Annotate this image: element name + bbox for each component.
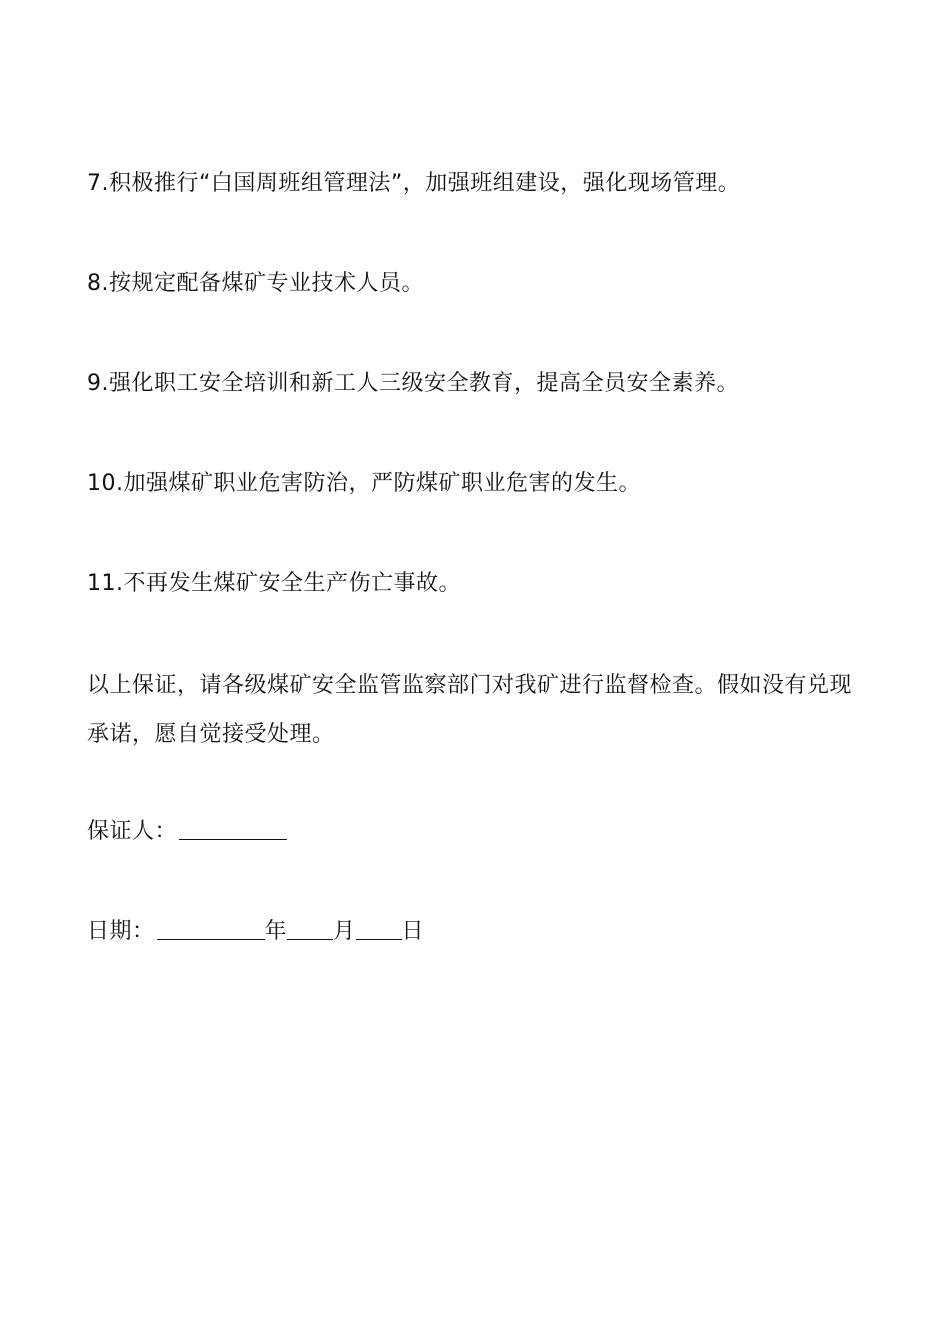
year-label: 年 — [264, 919, 288, 944]
date-line — [87, 910, 867, 954]
signature-label: 保证人： — [87, 819, 178, 844]
list-item-11: 11.不再发生煤矿安全生产伤亡事故。 — [87, 571, 461, 596]
day-label: 日 — [401, 919, 425, 944]
month-label: 月 — [333, 919, 356, 944]
list-item-9: 9.强化职工安全培训和新工人三级安全教育，提高全员安全素养。 — [87, 371, 739, 396]
list-item-8: 8.按规定配备煤矿专业技术人员。 — [87, 271, 424, 296]
year-blank — [157, 917, 265, 940]
month-blank — [287, 917, 333, 940]
closing-paragraph: 以上保证，请各级煤矿安全监管监察部门对我矿进行监督检查。假如没有兑现承诺，愿自觉接受处理。 — [87, 673, 853, 747]
list-item-10: 10.加强煤矿职业危害防治，严防煤矿职业危害的发生。 — [87, 471, 641, 496]
signature-blank — [179, 817, 287, 840]
date-label: 日期： — [87, 919, 155, 944]
list-item-7: 7.积极推行“白国周班组管理法”，加强班组建设，强化现场管理。 — [87, 171, 741, 196]
signature-line — [87, 810, 867, 854]
day-blank — [356, 917, 402, 940]
